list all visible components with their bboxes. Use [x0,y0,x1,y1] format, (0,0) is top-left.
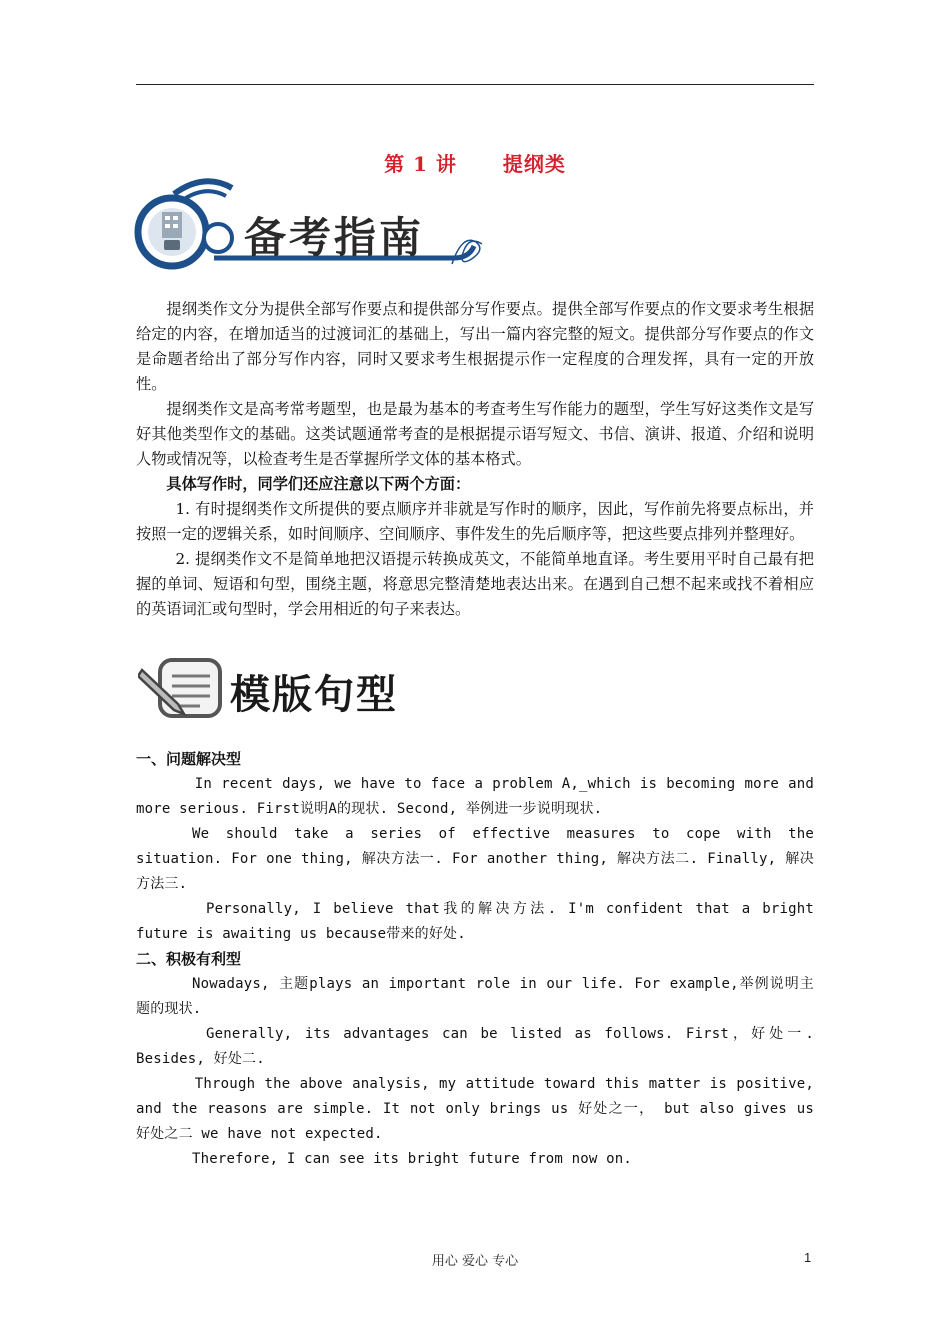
guide-subheading: 具体写作时，同学们还应注意以下两个方面： [166,475,471,493]
guide-banner [134,172,489,272]
section-heading-problem-solving: 一、问题解决型 [136,750,242,768]
template-section [136,747,814,1172]
template-paragraph: Therefore, I can see its bright future from now on. [192,1151,633,1167]
template-paragraph: Through the above analysis, my attitude toward this matter is positive, and the reasons are simple. It not only brings us 好处之一， but also gives us 好处之二 we have not expected. [136,1076,814,1142]
template-paragraph: Personally, I believe that我的解决方法. I'm confident that a bright future is awaiting us because带来的好处. [136,901,814,942]
template-banner [138,656,418,726]
template-paragraph: Nowadays, 主题plays an important role in our life. For example,举例说明主题的现状. [136,976,814,1017]
template-paragraph: Generally, its advantages can be listed as follows. First，好处一. Besides, 好处二. [136,1026,814,1067]
template-banner-text: 模版句型 [230,672,398,718]
guide-point-1: 1. 有时提纲类作文所提供的要点顺序并非就是写作时的顺序，因此，写作前先将要点标出，并按照一定的逻辑关系，如时间顺序、空间顺序、事件发生的先后顺序等，把这些要点排列并整理好。 [136,500,814,543]
guide-section [136,297,814,622]
notepad-pencil-icon [138,660,220,716]
footer-motto: 用心 爱心 专心 [431,1254,519,1269]
section-heading-positive: 二、积极有利型 [136,950,242,968]
template-paragraph: In recent days, we have to face a problem A,_which is becoming more and more serious. First说明A的现状. Second, 举例进一步说明现状. [136,776,814,817]
guide-point-2: 2. 提纲类作文不是简单地把汉语提示转换成英文，不能简单地直译。考生要用平时自己最有把握的单词、短语和句型，围绕主题，将意思完整清楚地表达出来。在遇到自己想不起来或找不着相应的英语词汇或句型时，学会用相近的句子来表达。 [136,550,814,618]
header-rule [136,84,814,85]
guide-paragraph: 提纲类作文是高考常考题型，也是最为基本的考查考生写作能力的题型，学生写好这类作文是写好其他类型作文的基础。这类试题通常考查的是根据提示语写短文、书信、演讲、报道、介绍和说明人物或情况等，以检查考生是否掌握所学文体的基本格式。 [136,400,814,468]
page-number: 1 [804,1250,812,1265]
guide-paragraph: 提纲类作文分为提供全部写作要点和提供部分写作要点。提供全部写作要点的作文要求考生根据给定的内容，在增加适当的过渡词汇的基础上，写出一篇内容完整的短文。提供部分写作要点的作文是命题者给出了部分写作内容，同时又要求考生根据提示作一定程度的合理发挥，具有一定的开放性。 [136,300,814,393]
lightbulb-logo-icon [138,181,232,266]
template-paragraph: We should take a series of effective measures to cope with the situation. For one thing, 解决方法一. For another thing, 解决方法二. Finally, 解决方法三. [136,826,814,892]
lecture-number: 第 1 讲 [384,152,457,176]
guide-banner-text: 备考指南 [244,213,425,262]
lecture-name: 提纲类 [502,152,566,176]
